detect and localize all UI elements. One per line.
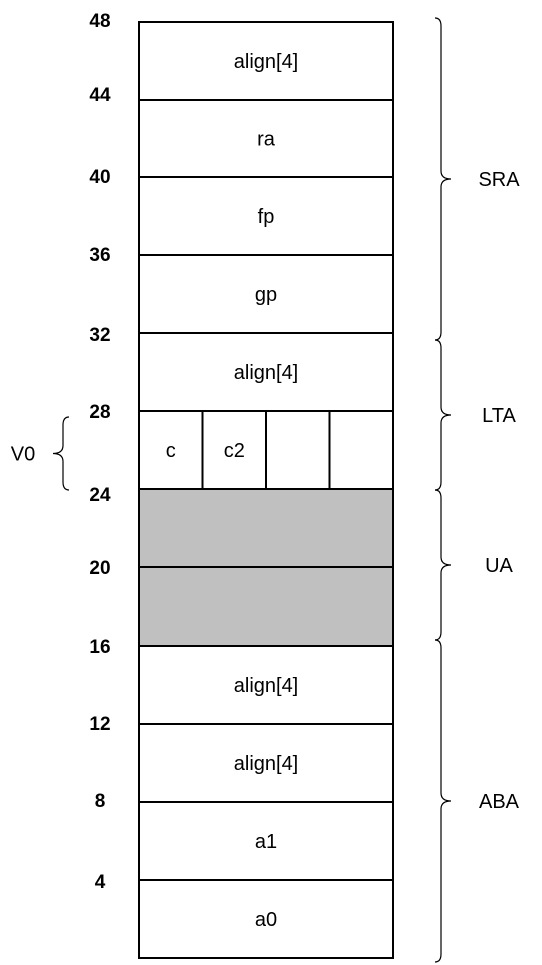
left-annotation-v0	[11, 417, 69, 490]
offset-label: 44	[89, 85, 111, 106]
frame-row-box	[139, 489, 393, 567]
offset-label: 32	[89, 325, 111, 346]
frame-row-label: ra	[257, 128, 275, 151]
frame-row	[139, 255, 393, 333]
frame-row	[139, 100, 393, 177]
frame-row-label: align[4]	[233, 753, 299, 775]
frame-row-label: a1	[254, 831, 278, 853]
brace-icon	[435, 640, 451, 962]
frame-row	[139, 646, 393, 724]
frame-row	[139, 489, 393, 567]
offset-label: 48	[89, 11, 111, 32]
region-sra	[435, 18, 520, 340]
frame-row-label: gp	[254, 284, 278, 306]
offset-label: 4	[94, 872, 106, 893]
offset-label: 16	[89, 637, 111, 658]
frame-row	[139, 880, 393, 958]
offset-label: 8	[94, 791, 106, 812]
offset-label: 20	[89, 558, 111, 579]
brace-icon	[435, 340, 451, 490]
frame-row-label: align[4]	[233, 362, 299, 384]
v0-label: V0	[10, 443, 36, 466]
offset-label: 28	[89, 402, 111, 423]
offset-labels	[89, 11, 111, 893]
brace-icon	[53, 417, 69, 490]
frame-row	[139, 802, 393, 880]
frame-row	[139, 567, 393, 646]
offset-label: 36	[89, 245, 111, 266]
frame-row-box	[139, 567, 393, 646]
region-label: SRA	[478, 169, 520, 191]
frame-row	[139, 333, 393, 411]
frame-row	[139, 411, 393, 489]
frame-row	[139, 177, 393, 255]
region-label: UA	[485, 555, 513, 577]
region-label: LTA	[482, 405, 516, 427]
offset-label: 40	[89, 167, 111, 188]
offset-label: 12	[89, 714, 111, 735]
frame-row-label: a0	[254, 909, 278, 931]
frame-rows	[139, 22, 393, 958]
brace-icon	[435, 490, 451, 640]
offset-label: 24	[89, 485, 111, 506]
frame-row	[139, 724, 393, 802]
frame-row	[139, 22, 393, 100]
region-lta	[435, 340, 517, 490]
brace-icon	[435, 18, 451, 340]
subcell-label: c	[165, 440, 176, 462]
region-aba	[435, 640, 520, 962]
subcell-label: c2	[223, 440, 245, 462]
frame-row-label: align[4]	[233, 675, 299, 697]
region-label: ABA	[478, 791, 520, 813]
frame-row-label: align[4]	[233, 51, 299, 73]
region-ua	[435, 490, 514, 640]
frame-row-label: fp	[257, 206, 275, 228]
